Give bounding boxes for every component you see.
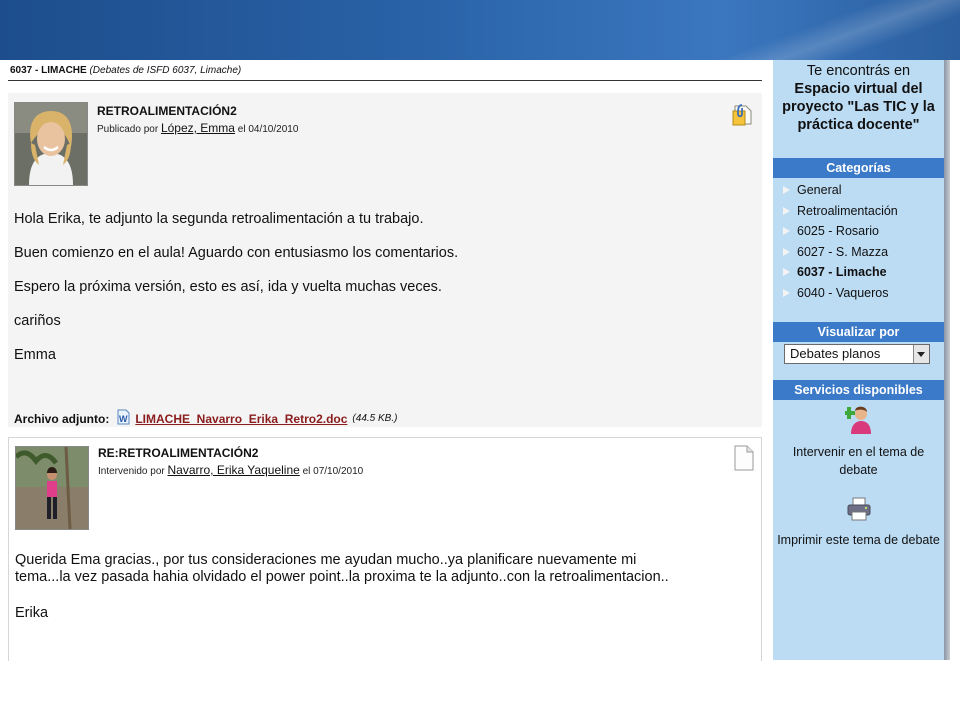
printer-icon <box>773 496 944 527</box>
attachment-size: (44.5 KB.) <box>352 413 398 424</box>
service-intervene[interactable] <box>773 404 944 479</box>
attachment-file-link[interactable]: LIMACHE_Navarro_Erika_Retro2.doc <box>135 411 348 426</box>
category-item-retroalimentacion[interactable] <box>783 201 943 222</box>
body-line: Buen comienzo en el aula! Aguardo con entusiasmo los comentarios. <box>14 245 459 261</box>
post-meta <box>98 463 363 477</box>
service-print[interactable] <box>773 496 944 549</box>
category-item-6040[interactable] <box>783 283 943 304</box>
triangle-bullet-icon <box>783 227 790 235</box>
breadcrumb <box>10 65 241 76</box>
breadcrumb-context: (Debates de ISFD 6037, Limache) <box>89 65 242 76</box>
post-body <box>14 211 458 364</box>
meta-prefix: Publicado por <box>97 124 159 135</box>
body-line: tema...la vez pasada hahia olvidado el power point..la proxima te la adjunto..con la retroalimentacion.. <box>15 569 669 585</box>
category-label: 6040 - Vaqueros <box>797 285 889 300</box>
triangle-bullet-icon <box>783 289 790 297</box>
top-banner <box>0 0 960 60</box>
triangle-bullet-icon <box>783 248 790 256</box>
body-line: Hola Erika, te adjunto la segunda retroalimentación a tu trabajo. <box>14 211 424 227</box>
triangle-bullet-icon <box>783 268 790 276</box>
body-line: Querida Ema gracias., por tus consideraciones me ayudan mucho..ya planificare nuevamente mi <box>15 552 637 568</box>
post-date: 07/10/2010 <box>313 466 364 477</box>
attachment-label: Archivo adjunto: <box>14 411 110 426</box>
avatar <box>14 102 88 186</box>
category-item-general[interactable] <box>783 180 943 201</box>
sidebar <box>773 60 944 660</box>
category-item-6027[interactable] <box>783 242 943 263</box>
category-label: 6025 - Rosario <box>797 224 879 239</box>
main-content <box>0 60 772 660</box>
add-user-icon <box>773 404 944 439</box>
intro-line: Te encontrás en <box>806 63 911 79</box>
document-icon <box>733 445 755 476</box>
attachment-row <box>14 409 397 428</box>
attachment-note-icon <box>730 103 754 132</box>
author-link[interactable]: López, Emma <box>160 121 235 135</box>
meta-mid: el <box>302 466 311 477</box>
body-line: Erika <box>15 605 49 621</box>
avatar <box>15 446 89 530</box>
category-label: 6037 - Limache <box>797 265 887 280</box>
service-label: Intervenir en el tema de debate <box>792 445 925 477</box>
post-body <box>15 552 669 622</box>
post-original <box>8 93 762 427</box>
sidebar-shadow <box>944 60 950 660</box>
meta-prefix: Intervenido por <box>98 466 165 477</box>
body-line: Espero la próxima versión, esto es así, ida y vuelta muchas veces. <box>14 279 442 295</box>
breadcrumb-divider <box>8 80 762 81</box>
breadcrumb-code[interactable]: 6037 - LIMACHE <box>10 65 87 76</box>
author-link[interactable]: Navarro, Erika Yaqueline <box>167 463 300 477</box>
service-label: Imprimir este tema de debate <box>777 533 940 547</box>
triangle-bullet-icon <box>783 207 790 215</box>
project-name: Espacio virtual del proyecto "Las TIC y la práctica docente" <box>782 81 935 133</box>
view-header: Visualizar por <box>773 322 944 342</box>
category-list <box>783 180 943 303</box>
body-line: Emma <box>14 347 56 363</box>
post-reply <box>8 437 762 661</box>
category-label: General <box>797 183 842 198</box>
svg-text:W: W <box>119 414 128 424</box>
meta-mid: el <box>237 124 246 135</box>
category-label: Retroalimentación <box>797 203 898 218</box>
chevron-down-icon[interactable] <box>913 345 929 363</box>
post-date: 04/10/2010 <box>248 124 299 135</box>
category-item-6037[interactable] <box>783 262 943 283</box>
view-select[interactable] <box>784 344 930 364</box>
view-select-value: Debates planos <box>790 346 881 361</box>
sidebar-intro <box>773 62 944 134</box>
services-header: Servicios disponibles <box>773 380 944 400</box>
post-title: RE:RETROALIMENTACIÓN2 <box>98 446 259 460</box>
word-doc-icon <box>115 409 131 428</box>
body-line: cariños <box>14 313 61 329</box>
post-title: RETROALIMENTACIÓN2 <box>97 104 237 118</box>
categories-header: Categorías <box>773 158 944 178</box>
triangle-bullet-icon <box>783 186 790 194</box>
post-meta <box>97 121 298 135</box>
category-label: 6027 - S. Mazza <box>797 244 889 259</box>
category-item-6025[interactable] <box>783 221 943 242</box>
